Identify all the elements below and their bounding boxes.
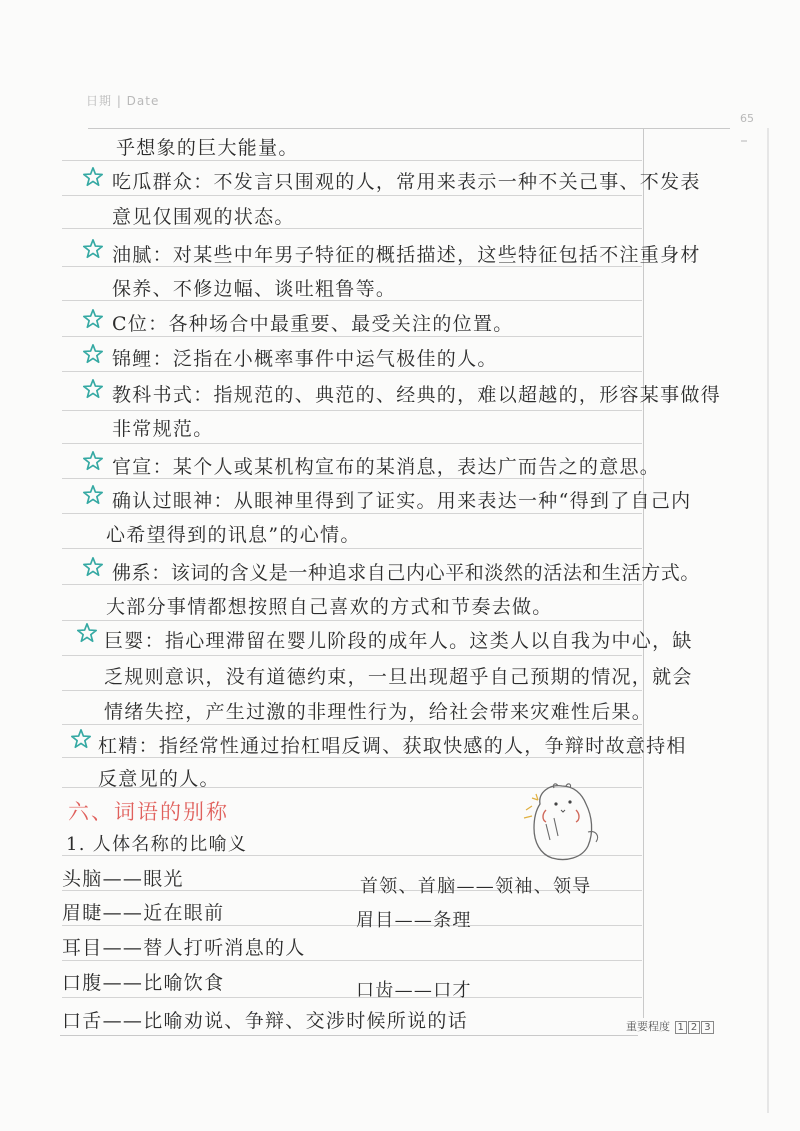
importance-level-1[interactable]: 1 [675,1021,687,1034]
entry-text-line: C位：各种场合中最重要、最受关注的位置。 [112,313,514,335]
importance-label: 重要程度 [626,1020,670,1033]
term-pair-left: 口腹——比喻饮食 [62,972,225,994]
entry-text-line: 乏规则意识，没有道德约束，一旦出现超乎自己预期的情况，就会 [104,666,693,688]
entry-text-line: 心希望得到的讯息”的心情。 [106,524,361,546]
star-icon [82,166,104,188]
right-tick [741,140,747,142]
entry-text-line: 保养、不修边幅、谈吐粗鲁等。 [112,278,397,300]
term-pair-right: 首领、首脑——领袖、领导 [360,876,592,897]
importance-level-3[interactable]: 3 [701,1021,713,1034]
section-subheading: 1. 人体名称的比喻义 [66,834,248,855]
star-icon [82,450,104,472]
star-icon [82,556,104,578]
term-pair-right: 眉目——条理 [356,910,472,931]
entry-text-line: 巨婴：指心理滞留在婴儿阶段的成年人。这类人以自我为中心，缺 [104,630,693,652]
ruled-line [62,724,642,725]
entry-text-line: 官宣：某个人或某机构宣布的某消息，表达广而告之的意思。 [112,456,661,478]
ruled-line [62,548,642,549]
entry-text-line: 杠精：指经常性通过抬杠唱反调、获取快感的人，争辩时故意持相 [98,735,687,757]
star-icon [70,728,92,750]
term-pair-right: 口齿——口才 [356,980,472,1001]
star-icon [82,238,104,260]
ruled-line [62,997,642,998]
ruled-line [62,513,642,514]
importance-level-2[interactable]: 2 [688,1021,700,1034]
entry-text-line: 教科书式：指规范的、典范的、经典的，难以超越的，形容某事做得 [112,384,722,406]
term-pair-left: 耳目——替人打听消息的人 [62,937,306,959]
ruled-line [62,160,642,161]
star-icon [82,308,104,330]
date-header-label: 日期 | Date [86,94,160,108]
ruled-line [62,195,642,196]
section-heading: 六、词语的别称 [68,800,229,824]
page-number: 65 [740,112,754,125]
ruled-line [62,690,642,691]
entry-text-line: 佛系：该词的含义是一种追求自己内心平和淡然的活法和生活方式。 [112,562,701,584]
entry-text-line: 确认过眼神：从眼神里得到了证实。用来表达一种“得到了自己内 [112,490,692,512]
star-icon [82,378,104,400]
entry-text-line: 情绪失控，产生过激的非理性行为，给社会带来灾难性后果。 [104,701,653,723]
ruled-line [62,960,642,961]
importance-rating [626,1018,714,1034]
star-icon [82,484,104,506]
star-icon [82,343,104,365]
entry-text-line: 吃瓜群众：不发言只围观的人，常用来表示一种不关己事、不发表 [112,171,701,193]
term-pair-left: 眉睫——近在眼前 [62,902,225,924]
star-icon [76,622,98,644]
ruled-line [62,443,642,444]
entry-text-line: 油腻：对某些中年男子特征的概括描述，这些特征包括不注重身材 [112,244,701,266]
ruled-line [62,655,642,656]
ruled-line [62,925,642,926]
hamster-doodle-icon [516,780,606,864]
ruled-line [62,410,642,411]
page-edge [767,128,769,1113]
entry-text-line: 非常规范。 [112,418,214,440]
term-pair-left: 口舌——比喻劝说、争辩、交涉时候所说的话 [62,1010,469,1032]
ruled-line [62,620,642,621]
entry-text-line: 反意见的人。 [98,768,220,790]
entry-text-line: 意见仅围观的状态。 [112,206,295,228]
ruled-line [62,371,642,372]
bottom-rule [60,1035,638,1036]
ruled-line [62,336,642,337]
entry-text-line: 锦鲤：泛指在小概率事件中运气极佳的人。 [112,348,498,370]
entry-text-line: 大部分事情都想按照自己喜欢的方式和节奏去做。 [106,596,553,618]
top-rule [88,128,730,129]
entry-text-line: 乎想象的巨大能量。 [116,137,299,159]
term-pair-left: 头脑——眼光 [62,868,184,890]
